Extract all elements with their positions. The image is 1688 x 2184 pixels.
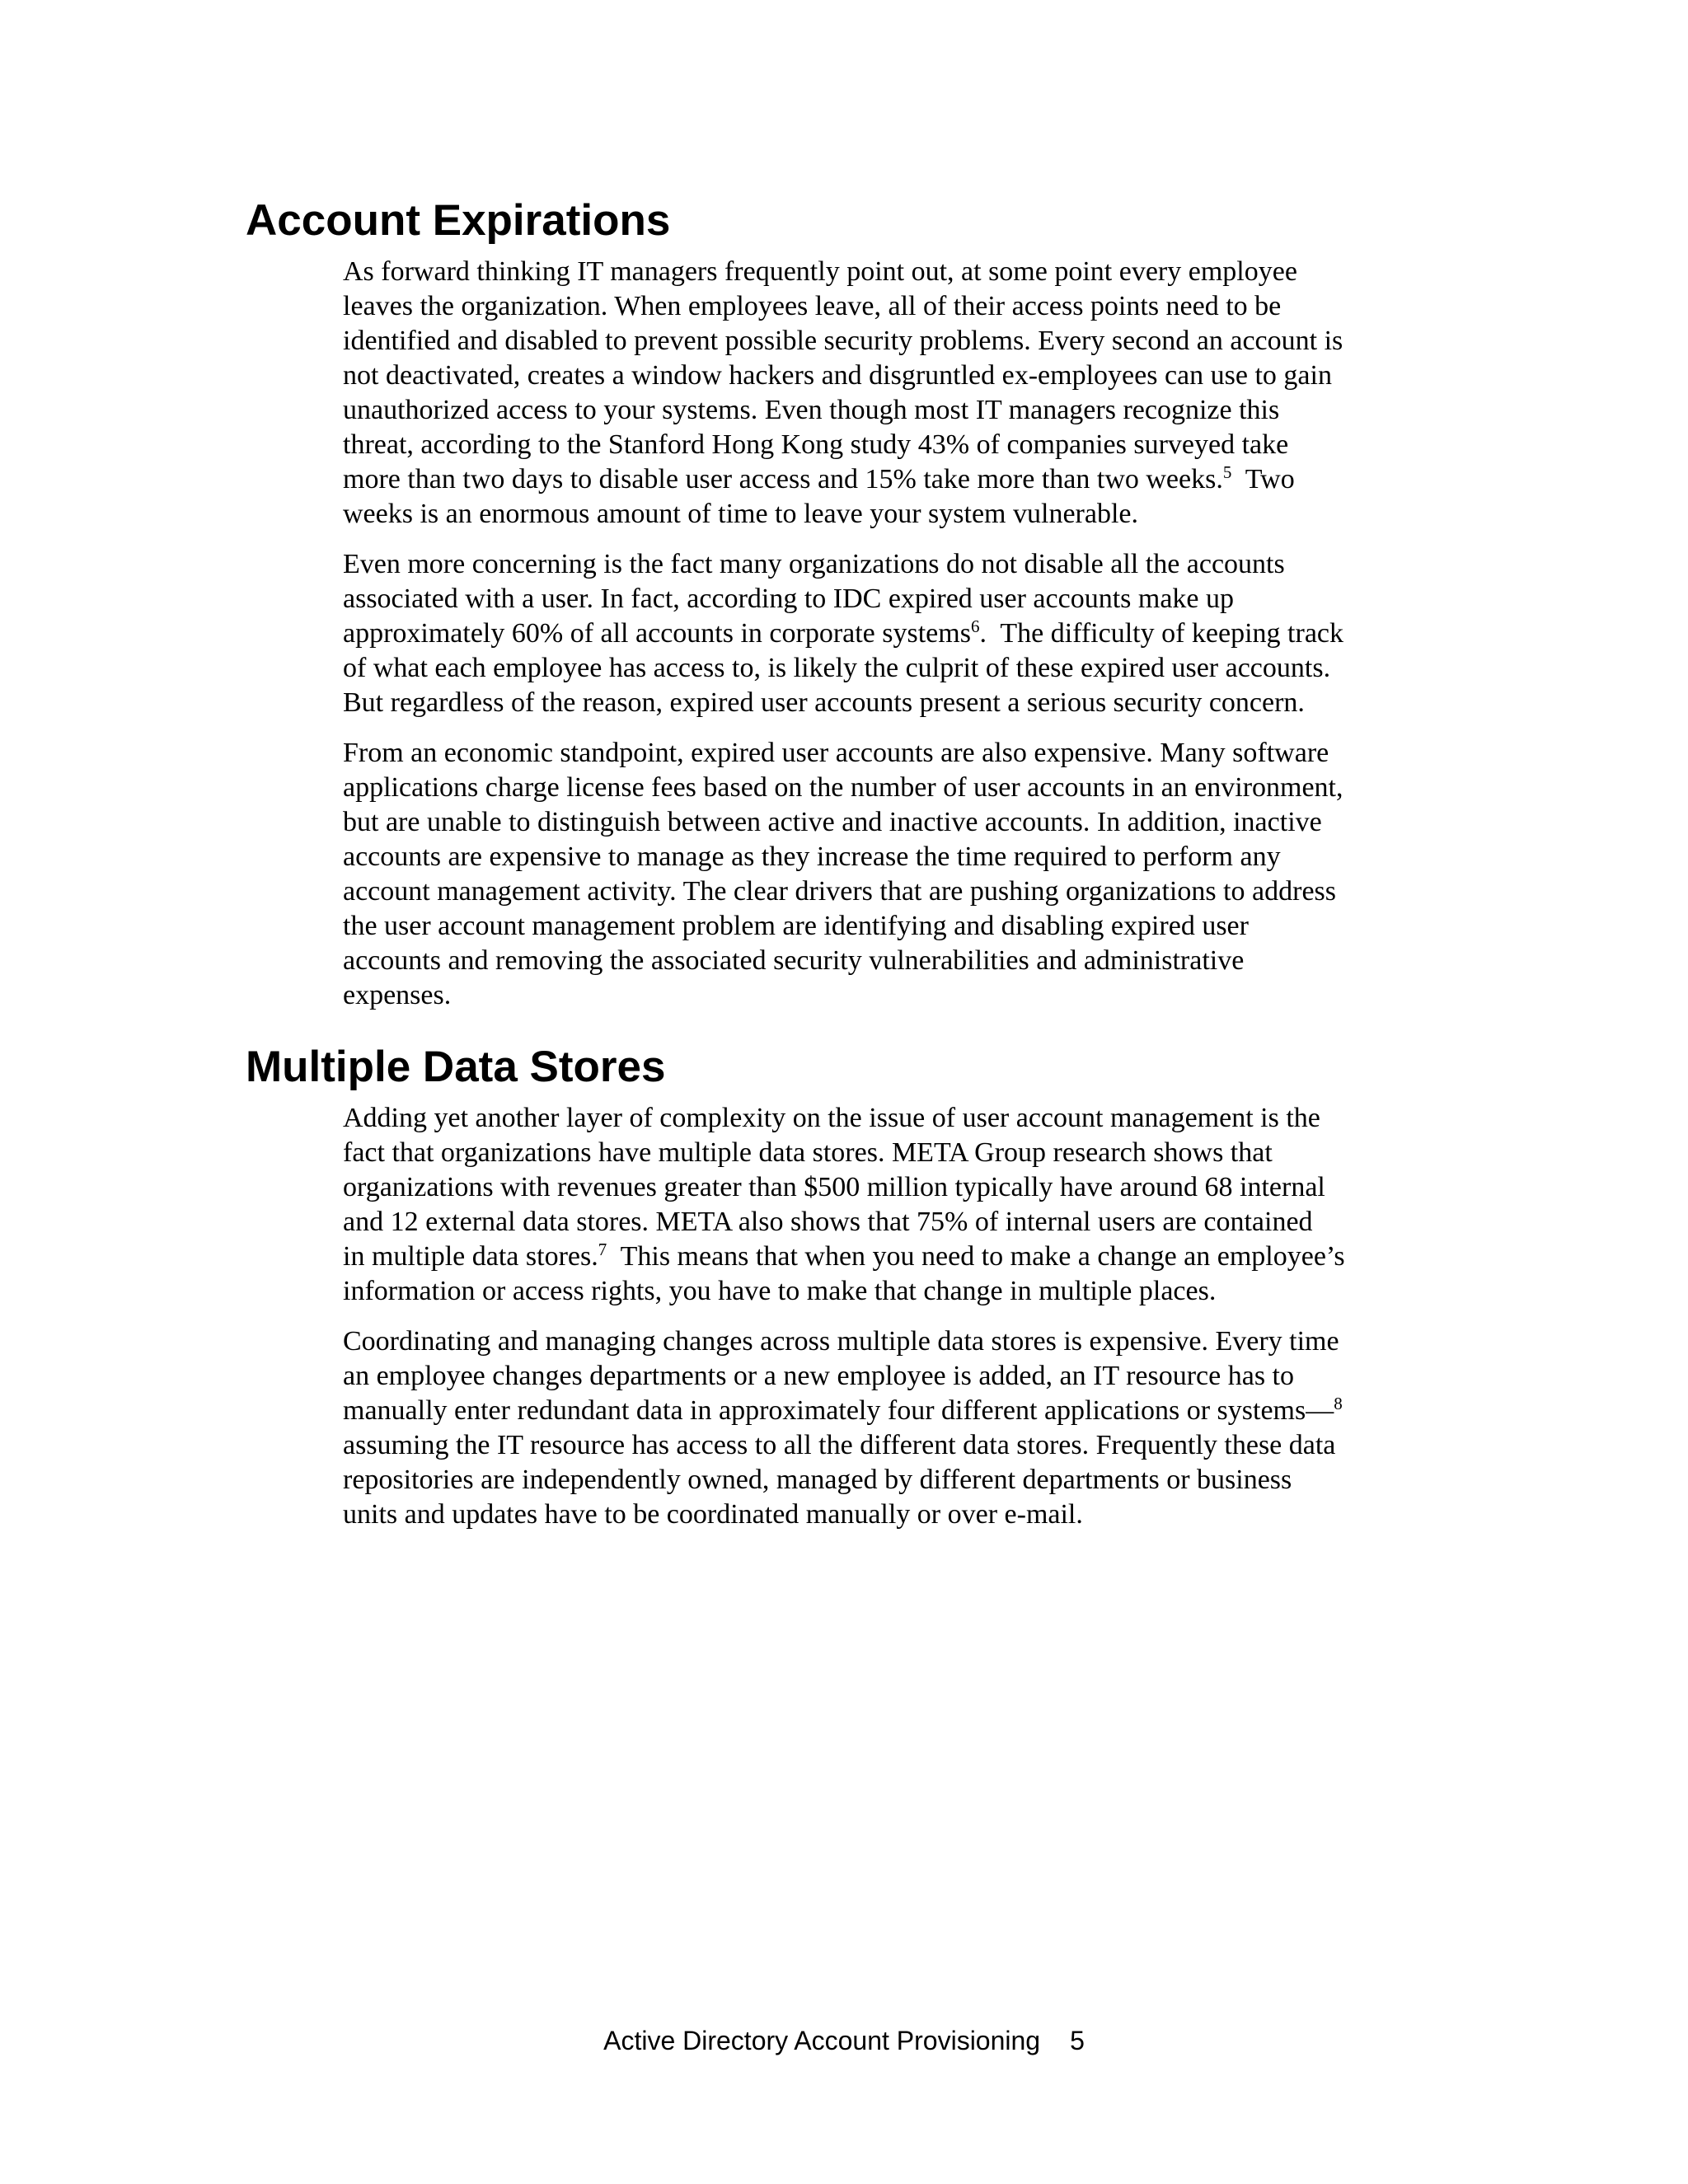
footer-title: Active Directory Account Provisioning [603,2026,1041,2055]
text-line: an employee changes departments or a new employee is added, an IT resource has to [343,1361,1294,1391]
text-line: but are unable to distinguish between active and inactive accounts. In addition, inactive [343,807,1322,837]
line-text: manually enter redundant data in approximately four different applications or systems— [343,1395,1334,1426]
text-line: leaves the organization. When employees leave, all of their access points need to be [343,291,1282,321]
line-text-continued: . The difficulty of keeping track [979,618,1344,649]
text-line: organizations with revenues greater than $500 million typically have around 68 internal [343,1172,1325,1202]
text-line [343,1394,1439,1428]
text-line [343,462,1439,497]
text-line [343,616,1439,651]
paragraph [343,1324,1439,1532]
line-text: in multiple data stores. [343,1241,598,1272]
line-text: approximately 60% of all accounts in corporate systems [343,618,971,649]
paragraph [343,736,1439,1013]
text-line: assuming the IT resource has access to all the different data stores. Frequently these data [343,1430,1336,1460]
line-text-continued: This means that when you need to make a change an employee’s [607,1241,1345,1272]
footnote-marker: 7 [598,1240,607,1259]
text-line: accounts are expensive to manage as they increase the time required to perform any [343,841,1281,872]
text-line: and 12 external data stores. META also shows that 75% of internal users are contained [343,1207,1313,1237]
paragraph [343,547,1439,720]
text-line: identified and disabled to prevent possible security problems. Every second an account is [343,326,1343,356]
text-line: fact that organizations have multiple data stores. META Group research shows that [343,1137,1273,1168]
paragraph [343,255,1439,532]
text-line: information or access rights, you have to make that change in multiple places. [343,1276,1217,1306]
text-line: As forward thinking IT managers frequently point out, at some point every employee [343,256,1297,287]
footnote-marker: 8 [1334,1394,1343,1413]
text-line: Coordinating and managing changes across multiple data stores is expensive. Every time [343,1326,1339,1357]
text-line: unauthorized access to your systems. Even though most IT managers recognize this [343,395,1280,425]
text-line: threat, according to the Stanford Hong Kong study 43% of companies surveyed take [343,429,1289,460]
page-number: 5 [1070,2026,1085,2055]
text-line: of what each employee has access to, is likely the culprit of these expired user accounts. [343,653,1331,683]
footnote-marker: 5 [1222,462,1232,482]
text-line: weeks is an enormous amount of time to leave your system vulnerable. [343,499,1138,529]
paragraph [343,1101,1439,1309]
text-line: not deactivated, creates a window hackers and disgruntled ex-employees can use to gain [343,360,1332,391]
section-heading-account-expirations: Account Expirations [246,196,671,245]
text-line: Even more concerning is the fact many organizations do not disable all the accounts [343,549,1285,579]
text-line: Adding yet another layer of complexity on the issue of user account management is the [343,1103,1320,1133]
text-line: But regardless of the reason, expired user accounts present a serious security concern. [343,687,1305,718]
footnote-marker: 6 [970,616,980,636]
text-line [343,1240,1439,1274]
line-text: more than two days to disable user access and 15% take more than two weeks. [343,464,1223,494]
line-text-continued: Two [1231,464,1295,494]
text-line: expenses. [343,980,452,1010]
text-line: repositories are independently owned, managed by different departments or business [343,1465,1292,1495]
text-line: account management activity. The clear drivers that are pushing organizations to address [343,876,1337,907]
text-line: accounts and removing the associated security vulnerabilities and administrative [343,945,1245,976]
section-heading-multiple-data-stores: Multiple Data Stores [246,1043,666,1091]
text-line: applications charge license fees based on the number of user accounts in an environment, [343,772,1343,803]
text-line: From an economic standpoint, expired user accounts are also expensive. Many software [343,738,1329,768]
text-line: associated with a user. In fact, according to IDC expired user accounts make up [343,583,1235,614]
text-line: the user account management problem are identifying and disabling expired user [343,911,1249,941]
text-line: units and updates have to be coordinated manually or over e-mail. [343,1499,1083,1530]
page-footer [0,2024,1688,2057]
